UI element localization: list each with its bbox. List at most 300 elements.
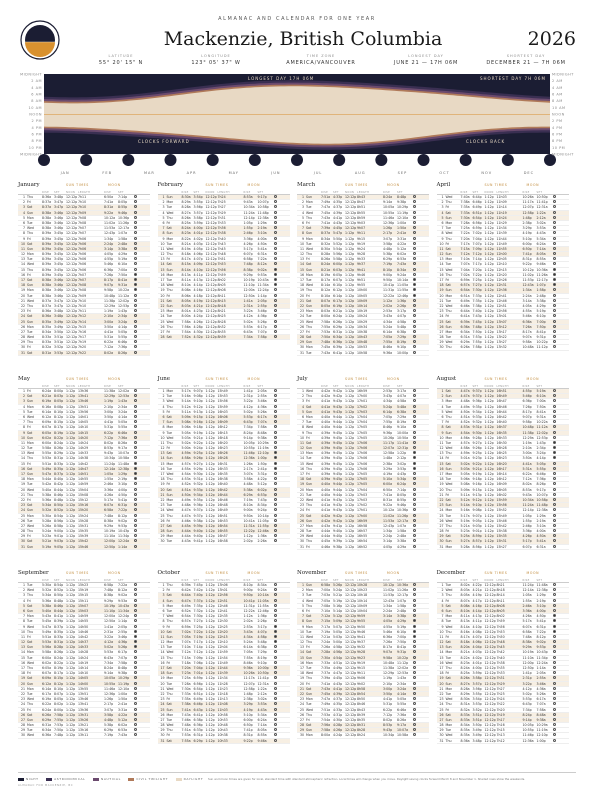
weekday: Mon	[445, 399, 453, 404]
moon-phase-icon	[413, 713, 416, 716]
moonset: 9:17p	[257, 195, 267, 199]
solar-noon: 1:12p	[345, 267, 355, 272]
moonset: 10:00p	[257, 666, 269, 670]
sunrise: 4:41a	[321, 508, 331, 513]
day-length: 15h46	[78, 544, 89, 549]
day-length: 7h59	[496, 619, 505, 624]
weekday: Fri	[166, 733, 171, 738]
day-number: 22	[439, 691, 444, 696]
sunrise: 5:21a	[460, 523, 470, 528]
moonset: 8:34a	[397, 267, 407, 272]
moonrise: 5:46a	[522, 314, 532, 319]
moon-phase-icon	[274, 630, 277, 633]
weekday: Mon	[445, 293, 453, 298]
weekday: Sun	[27, 717, 34, 722]
moon-phase-icon	[413, 519, 416, 522]
sunrise: 5:36a	[42, 598, 52, 603]
day-length: 16h28	[217, 456, 228, 461]
weekday: Wed	[306, 707, 313, 712]
moon-phase-icon	[274, 583, 277, 586]
solar-noon: 12:12p	[345, 691, 357, 696]
day-length: 16h42	[496, 414, 507, 419]
solar-noon: 1:12p	[66, 655, 76, 660]
solar-noon: 1:12p	[345, 345, 355, 350]
day-length: 7h19	[496, 712, 505, 717]
sunrise: 4:40a	[321, 487, 331, 492]
solar-noon: 12:12p	[484, 728, 496, 733]
weekday: Tue	[27, 409, 33, 414]
day-number: 20	[160, 681, 165, 686]
moonset: 10:58a	[118, 456, 130, 461]
sunrise: 7:39a	[321, 226, 331, 231]
day-length: 15h28	[78, 518, 89, 523]
solar-noon: 1:12p	[484, 399, 494, 404]
moonset: 7:43a	[397, 262, 407, 267]
day-length: 9h33	[357, 257, 366, 262]
moonrise: 2:17p	[383, 231, 393, 236]
day-length: 16h38	[217, 477, 228, 482]
solar-noon: 1:12p	[484, 293, 494, 298]
solar-noon: 1:12p	[345, 482, 355, 487]
weekday: Tue	[306, 593, 312, 598]
moonset: 6:02a	[397, 252, 407, 257]
moonrise: 1:34p	[104, 236, 114, 241]
solar-noon: 12:12p	[345, 200, 357, 205]
sunrise: 4:52a	[460, 420, 470, 425]
weekday: Tue	[445, 513, 451, 518]
weekday: Mon	[306, 624, 313, 629]
month-header	[158, 376, 290, 384]
moonrise: 10:48a	[522, 345, 534, 350]
moon-phase-icon	[134, 488, 137, 491]
sunrise: 5:58a	[42, 650, 52, 655]
weekday: Mon	[166, 712, 174, 717]
weekday: Fri	[27, 309, 31, 314]
moon-phase-icon	[413, 299, 416, 302]
day-number: 20	[439, 487, 444, 492]
solar-noon: 12:12p	[345, 717, 357, 722]
sunset: 3:48p	[54, 195, 64, 199]
solar-noon: 1:12p	[345, 394, 355, 399]
sunrise: 4:55a	[181, 466, 191, 471]
solar-noon: 12:12p	[484, 666, 496, 670]
moon-phase-icon	[274, 539, 277, 542]
moonrise: 7:41p	[243, 728, 253, 733]
solar-noon: 12:12p	[66, 215, 78, 220]
moon-phase-icon	[413, 345, 416, 348]
moonset: 4:14p	[536, 456, 546, 461]
sunrise: 7:33a	[181, 691, 191, 696]
moon-phase-icon	[134, 635, 137, 638]
sunset: 9:42p	[333, 513, 343, 518]
sunrise: 8:30a	[321, 246, 331, 251]
weekday: Tue	[166, 608, 172, 613]
moonrise: 5:10p	[243, 712, 253, 717]
sunset: 9:45p	[333, 456, 343, 461]
moonrise: 6:58a	[104, 508, 114, 513]
month-header	[437, 570, 569, 578]
column-header-noon: NOON	[345, 579, 355, 582]
moonrise: 4:05a	[522, 303, 532, 308]
day-length: 7h09	[78, 210, 87, 215]
sunrise: 4:41a	[321, 409, 331, 414]
moonset: 8:48a	[536, 712, 546, 717]
sunrise: 7:17a	[460, 241, 470, 246]
solar-noon: 1:12p	[66, 472, 76, 476]
sunrise: 8:39a	[42, 231, 52, 236]
moonset: 9:02p	[118, 518, 128, 523]
weekday: Sun	[445, 681, 452, 686]
moonrise: 9:14a	[383, 200, 393, 205]
solar-noon: 1:12p	[484, 272, 494, 277]
moon-phase-icon	[274, 309, 277, 312]
day-length: 7h33	[496, 671, 505, 676]
sunrise: 5:28a	[460, 544, 470, 549]
day-length: 16h37	[496, 425, 507, 430]
moon-phase-icon	[413, 482, 416, 485]
sunrise: 8:39a	[42, 257, 52, 262]
moonset: 4:14p	[118, 324, 128, 329]
weekday: Sat	[166, 335, 172, 340]
month-march	[297, 182, 429, 356]
solar-noon: 1:12p	[66, 503, 76, 508]
weekday: Sun	[166, 231, 173, 236]
sunrise: 8:11a	[460, 614, 470, 619]
solar-noon: 1:12p	[66, 707, 76, 712]
day-length: 7h27	[496, 686, 505, 691]
sunset: 8:40p	[54, 477, 64, 482]
solar-noon: 1:12p	[66, 608, 76, 613]
day-number: 28	[160, 529, 165, 534]
day-length: 13h56	[78, 409, 89, 414]
sunset: 4:06p	[193, 252, 203, 257]
day-length: 14h05	[78, 676, 89, 681]
sunset: 8:33p	[54, 634, 64, 639]
moon-phase-icon	[413, 431, 416, 434]
sunrise: 8:38a	[42, 288, 52, 293]
day-number: 6	[22, 608, 25, 613]
sunrise: 7:25a	[181, 676, 191, 681]
column-header-rise: RISE	[181, 385, 189, 388]
moonset: 6:46p	[118, 340, 128, 345]
sunset: 9:29p	[193, 466, 203, 471]
solar-noon: 1:12p	[205, 477, 215, 482]
sunset: 3:51p	[54, 340, 64, 345]
sunset: 6:31p	[193, 733, 203, 738]
moon-phase-icon	[553, 588, 556, 591]
sunrise: 7:46a	[181, 717, 191, 722]
weekday: Mon	[27, 288, 34, 293]
day-number: 8	[162, 619, 165, 624]
day-number: 18	[299, 283, 304, 288]
day-number: 14	[160, 456, 165, 461]
moonrise: 11:10a	[522, 655, 534, 660]
sunrise: 5:30a	[42, 583, 52, 587]
moonset: 2:05a	[536, 671, 546, 676]
sunrise: 7:49a	[321, 702, 331, 707]
day-length: 7h27	[217, 205, 226, 210]
weekday: Sat	[306, 226, 312, 231]
moon-phase-icon	[553, 262, 556, 265]
sunset: 4:19p	[193, 298, 203, 303]
moonset: 4:58p	[397, 319, 407, 324]
weekday: Tue	[27, 583, 33, 587]
weekday: Wed	[166, 283, 174, 288]
weekday: Fri	[306, 399, 310, 404]
moon-phase-icon	[134, 340, 137, 343]
moon-phase-icon	[553, 405, 556, 408]
day-number: 17	[299, 278, 304, 282]
weekday: Tue	[445, 655, 451, 660]
sunset: 4:35p	[333, 702, 343, 707]
sunrise: 8:39a	[42, 262, 52, 267]
sunset: 8:26p	[54, 650, 64, 655]
day-length: 14h42	[78, 634, 89, 639]
day-row	[297, 351, 429, 356]
sunset: 6:34p	[333, 335, 343, 340]
solar-noon: 1:12p	[205, 717, 215, 722]
month-name: November	[297, 570, 327, 576]
weekday: Tue	[445, 440, 451, 445]
moon-phase-icon	[274, 278, 277, 281]
sunrise: 6:39a	[460, 319, 470, 324]
moonset: 12:10p	[257, 451, 269, 456]
solar-noon: 12:12p	[66, 220, 78, 225]
day-length: 15h16	[78, 503, 89, 508]
sunset: 8:02p	[54, 702, 64, 707]
sunset: 6:36p	[193, 723, 203, 728]
sunrise: 7:52a	[181, 335, 191, 340]
moonset: 8:19p	[257, 655, 267, 660]
day-number: 10	[160, 629, 165, 634]
moon-phase-icon	[553, 519, 556, 522]
sunrise: 4:48a	[460, 399, 470, 404]
weekday: Sun	[166, 420, 173, 425]
moonset: 12:31a	[536, 205, 548, 210]
day-number: 23	[160, 503, 165, 508]
moon-phase-icon	[274, 599, 277, 602]
column-header-rise: RISE	[321, 579, 329, 582]
moon-phase-icon	[553, 200, 556, 203]
sunset: 9:22p	[472, 461, 482, 466]
day-number: 2	[441, 200, 444, 205]
moon-phase-icon	[274, 625, 277, 628]
sunrise: 7:54a	[321, 717, 331, 722]
moon-phase-icon	[413, 692, 416, 695]
sunset: 9:27p	[472, 440, 482, 445]
moonrise: 11:24p	[104, 461, 116, 466]
moonset: 6:53a	[118, 728, 128, 733]
day-length: 11h49	[496, 241, 507, 246]
sunset: 6:14p	[333, 293, 343, 298]
moonset: 2:34p	[118, 314, 128, 319]
sunset: 9:26p	[472, 446, 482, 451]
weekday: Tue	[166, 394, 172, 399]
moonset: 3:38p	[397, 614, 407, 619]
day-number: 19	[20, 482, 25, 487]
sunset: 4:39p	[333, 691, 343, 696]
moonrise: 1:26p	[104, 697, 114, 702]
sunset: 9:35p	[193, 497, 203, 502]
moonset: 4:22p	[257, 477, 267, 482]
column-header-length: LENGTH	[78, 579, 91, 582]
solar-noon: 1:12p	[345, 529, 355, 534]
weekday: Sun	[306, 619, 313, 624]
solar-noon: 12:12p	[345, 624, 357, 629]
moon-phase-icon	[413, 335, 416, 338]
moonrise: 1:55p	[243, 226, 253, 231]
sunset: 3:46p	[54, 278, 64, 282]
chart-month-label: APR	[186, 171, 197, 175]
weekday: Sat	[166, 298, 172, 303]
solar-noon: 12:12p	[484, 676, 496, 681]
moon-phase-icon	[134, 519, 137, 522]
sunset: 9:03p	[472, 523, 482, 528]
sunrise: 7:35a	[460, 205, 470, 210]
sunrise: 7:51a	[181, 728, 191, 733]
day-length: 17h05	[357, 472, 368, 476]
day-number: 15	[160, 655, 165, 660]
solar-noon: 1:12p	[205, 394, 215, 399]
weekday: Fri	[166, 482, 171, 487]
moonrise: 3:36p	[243, 236, 253, 241]
weekday: Sun	[306, 728, 313, 733]
moonset: 11:34a	[118, 608, 130, 613]
moon-phase-icon	[553, 645, 556, 648]
moon-phase-icon	[134, 702, 137, 705]
sunrise: 6:44a	[181, 593, 191, 598]
moon-phase-icon	[274, 666, 277, 669]
moon-phase-icon	[134, 524, 137, 527]
sunrise: 7:43a	[321, 686, 331, 691]
day-number: 16	[439, 466, 444, 471]
solar-noon: 12:12p	[345, 733, 357, 738]
moonset: 8:55a	[257, 733, 267, 738]
moonset: 7:36a	[397, 712, 407, 717]
day-length: 9h24	[357, 246, 366, 251]
moonrise: 11:31p	[383, 288, 395, 293]
sunset: 9:45p	[333, 446, 343, 451]
sunrise: 6:44a	[460, 309, 470, 314]
column-header-moonrise: RISE	[383, 385, 391, 388]
column-header-set: SET	[54, 191, 60, 194]
moonrise: 4:19a	[383, 472, 393, 476]
moonrise: 4:41p	[383, 697, 393, 702]
sun-times-heading: SUN TIMES	[345, 377, 368, 381]
moonrise: 5:24p	[383, 404, 393, 409]
sunset: 9:21p	[472, 466, 482, 471]
solar-noon: 1:12p	[205, 508, 215, 513]
moonrise: 11:46p	[243, 451, 255, 456]
sunrise: 5:00a	[181, 446, 191, 451]
moonset: 7:36p	[118, 345, 128, 350]
moonrise: 8:53a	[243, 195, 253, 199]
chart-moon-scallop	[165, 154, 177, 166]
sunset: 8:37p	[54, 624, 64, 629]
column-header-noon: NOON	[66, 579, 76, 582]
moonrise: 10:12p	[522, 267, 534, 272]
day-number: 4	[162, 210, 165, 215]
moonset: 7:58p	[257, 335, 267, 340]
day-number: 14	[299, 650, 304, 655]
solar-noon: 1:12p	[484, 508, 494, 513]
moon-phase-icon	[553, 493, 556, 496]
day-length: 7h40	[217, 236, 226, 241]
day-length: 12h25	[217, 624, 228, 629]
moonset: 5:12a	[118, 717, 128, 722]
day-length: 7h15	[78, 324, 87, 329]
day-number: 24	[160, 314, 165, 319]
moonset: 9:24a	[257, 588, 267, 593]
moon-phase-icon	[413, 273, 416, 276]
weekday: Mon	[27, 440, 34, 445]
sunrise: 8:12a	[321, 288, 331, 293]
moon-phase-icon	[413, 221, 416, 224]
weekday: Tue	[166, 681, 172, 686]
moonrise: 6:43p	[522, 702, 532, 707]
sunset: 4:10p	[193, 267, 203, 272]
day-row	[18, 545, 150, 550]
moonset: 2:34a	[118, 404, 128, 409]
day-number: 20	[299, 487, 304, 492]
solar-noon: 1:12p	[345, 472, 355, 476]
solar-noon: 1:12p	[345, 446, 355, 451]
moon-phase-icon	[413, 702, 416, 705]
column-header-moonset: SET	[397, 385, 403, 388]
solar-noon: 1:12p	[205, 614, 215, 619]
moon-phase-icon	[553, 676, 556, 679]
sunrise: 7:23a	[181, 671, 191, 676]
moonrise: 4:55p	[522, 389, 532, 393]
solar-noon: 1:12p	[205, 492, 215, 497]
moonset: 7:50p	[536, 324, 546, 329]
sunrise: 7:30a	[460, 215, 470, 220]
sunrise: 4:49a	[460, 404, 470, 409]
sunrise: 6:58a	[321, 583, 331, 587]
moon-phase-icon	[553, 247, 556, 250]
moonrise: 6:07p	[243, 252, 253, 257]
day-length: 7h40	[496, 655, 505, 660]
day-number: 7	[301, 614, 304, 619]
moon-phase-icon	[274, 472, 277, 475]
solar-noon: 1:12p	[205, 446, 215, 451]
day-number: 3	[301, 399, 304, 404]
day-number: 27	[299, 329, 304, 334]
weekday: Thu	[27, 593, 33, 598]
day-number: 19	[439, 288, 444, 293]
weekday: Sat	[166, 738, 172, 743]
moonrise: 8:10a	[243, 503, 253, 508]
legend-swatch-nautical	[93, 778, 99, 781]
sunset: 7:22p	[193, 629, 203, 634]
chart-month-label: SEP	[397, 171, 408, 175]
moonset: 8:12a	[257, 262, 267, 267]
day-number: 12	[439, 446, 444, 451]
moonrise: 11:46a	[104, 686, 116, 691]
solar-noon: 12:12p	[205, 278, 217, 282]
moonset: 3:24p	[536, 451, 546, 456]
moonset: 5:41a	[536, 539, 546, 544]
sunset: 7:35p	[472, 298, 482, 303]
moonset: 7:22a	[257, 257, 267, 262]
moonset: 2:12a	[257, 691, 267, 696]
sunrise: 4:41a	[321, 399, 331, 404]
sunset: 3:45p	[54, 236, 64, 241]
moon-phase-icon	[274, 713, 277, 716]
moon-phase-icon	[413, 231, 416, 234]
moon-phase-icon	[553, 288, 556, 291]
sunrise: 7:10a	[321, 608, 331, 613]
